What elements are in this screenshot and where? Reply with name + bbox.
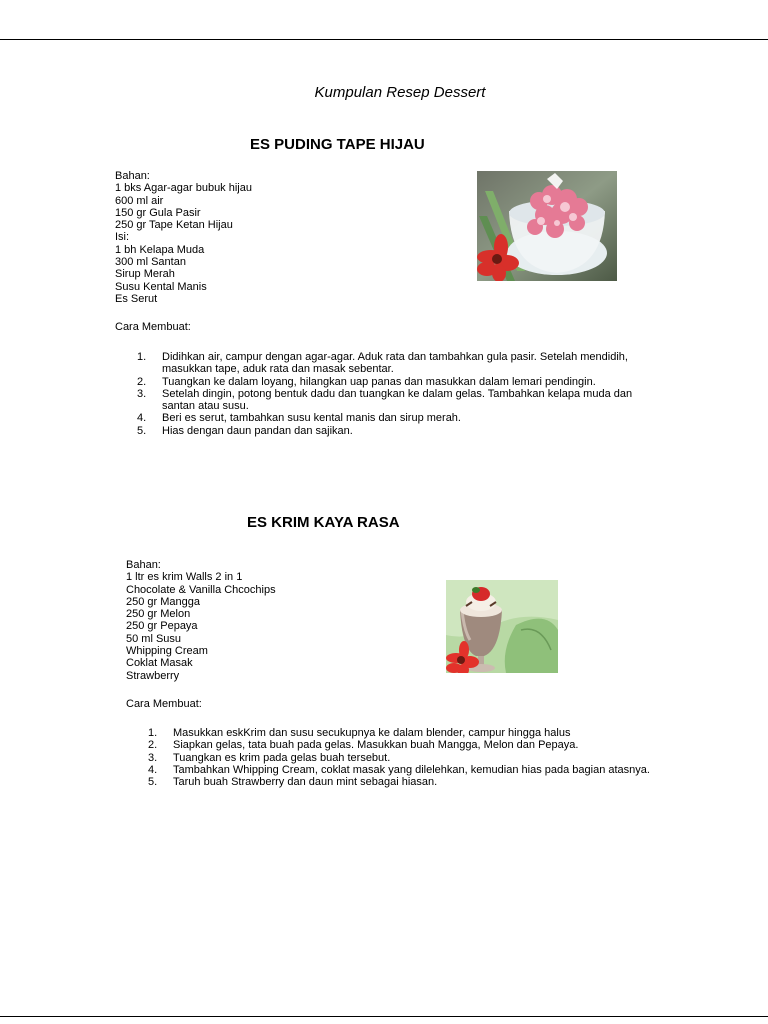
step-item: [148, 764, 658, 776]
step-number: 1.: [137, 351, 147, 363]
es-krim-photo: [446, 580, 558, 673]
ingredient-item: 50 ml Susu: [126, 632, 182, 645]
ingredients-heading: Bahan:: [126, 559, 161, 571]
step-item: [137, 351, 657, 376]
filling-heading: Isi:: [115, 231, 130, 244]
ingredients-heading: Bahan:: [115, 170, 150, 182]
step-number: 2.: [137, 375, 147, 388]
method-heading: Cara Membuat:: [126, 698, 202, 710]
ingredient-item: Coklat Masak: [126, 657, 193, 670]
step-text: Siapkan gelas, tata buah pada gelas. Masukkan buah Mangga, Melon dan Pepaya.: [173, 739, 579, 752]
filling-item: Sirup Merah: [115, 268, 175, 281]
step-item: [137, 425, 657, 437]
ingredient-item: 1 ltr es krim Walls 2 in 1: [126, 571, 243, 584]
method-steps-es-puding: [137, 351, 657, 437]
step-item: [148, 752, 658, 764]
step-text: Tuangkan es krim pada gelas buah tersebut.: [173, 751, 391, 764]
filling-item: Es Serut: [115, 292, 158, 305]
filling-item: 300 ml Santan: [115, 256, 186, 269]
step-item: [137, 412, 657, 424]
step-text: Taruh buah Strawberry dan daun mint sebagai hiasan.: [173, 776, 438, 789]
step-number: 1.: [148, 727, 158, 739]
ingredient-item: 250 gr Tape Ketan Hijau: [115, 219, 233, 232]
ingredients-list-es-krim: [126, 559, 276, 682]
ingredient-item: 600 ml air: [115, 194, 164, 207]
recipe-title-es-krim: ES KRIM KAYA RASA: [247, 514, 400, 531]
step-text: Setelah dingin, potong bentuk dadu dan tuangkan ke dalam gelas. Tambahkan kelapa muda dan santan atau susu.: [162, 387, 633, 413]
ingredient-item: 250 gr Melon: [126, 608, 191, 621]
step-text: Beri es serut, tambahkan susu kental manis dan sirup merah.: [162, 412, 461, 425]
step-number: 5.: [148, 776, 158, 789]
step-text: Hias dengan daun pandan dan sajikan.: [162, 424, 353, 437]
step-number: 5.: [137, 424, 147, 437]
ingredient-item: 150 gr Gula Pasir: [115, 206, 201, 219]
document-title: Kumpulan Resep Dessert: [314, 84, 486, 101]
method-steps-es-krim: [148, 727, 658, 788]
step-item: [137, 376, 657, 388]
ingredient-item: Chocolate & Vanilla Chcochips: [126, 583, 276, 596]
step-number: 4.: [148, 763, 158, 776]
filling-item: Susu Kental Manis: [115, 280, 207, 293]
es-puding-photo: [477, 171, 617, 281]
step-text: Tambahkan Whipping Cream, coklat masak yang dilelehkan, kemudian hias pada bagian atasnya.: [173, 763, 650, 776]
step-item: [148, 776, 658, 788]
top-rule: [0, 39, 768, 40]
method-heading: Cara Membuat:: [115, 321, 191, 333]
recipe-title-es-puding: ES PUDING TAPE HIJAU: [250, 136, 425, 153]
step-text: Tuangkan ke dalam loyang, hilangkan uap panas dan masukkan dalam lemari pendingin.: [162, 375, 596, 388]
step-number: 3.: [137, 387, 147, 400]
bottom-rule: [0, 1016, 768, 1017]
step-number: 4.: [137, 412, 147, 425]
ingredient-item: Strawberry: [126, 669, 180, 682]
ingredients-list-es-puding: [115, 170, 252, 305]
ingredient-item: Whipping Cream: [126, 645, 208, 658]
step-item: [148, 727, 658, 739]
step-number: 3.: [148, 751, 158, 764]
ingredient-item: 250 gr Mangga: [126, 595, 200, 608]
step-text: Masukkan eskKrim dan susu secukupnya ke dalam blender, campur hingga halus: [173, 727, 571, 739]
ingredient-item: 1 bks Agar-agar bubuk hijau: [115, 182, 252, 195]
filling-item: 1 bh Kelapa Muda: [115, 243, 205, 256]
ingredient-item: 250 gr Pepaya: [126, 620, 198, 633]
step-number: 2.: [148, 739, 158, 752]
step-item: [148, 739, 658, 751]
step-item: [137, 388, 657, 413]
step-text: Didihkan air, campur dengan agar-agar. Aduk rata dan tambahkan gula pasir. Setelah mendidih, masukkan tape, aduk rata dan masak sebentar.: [162, 351, 628, 376]
